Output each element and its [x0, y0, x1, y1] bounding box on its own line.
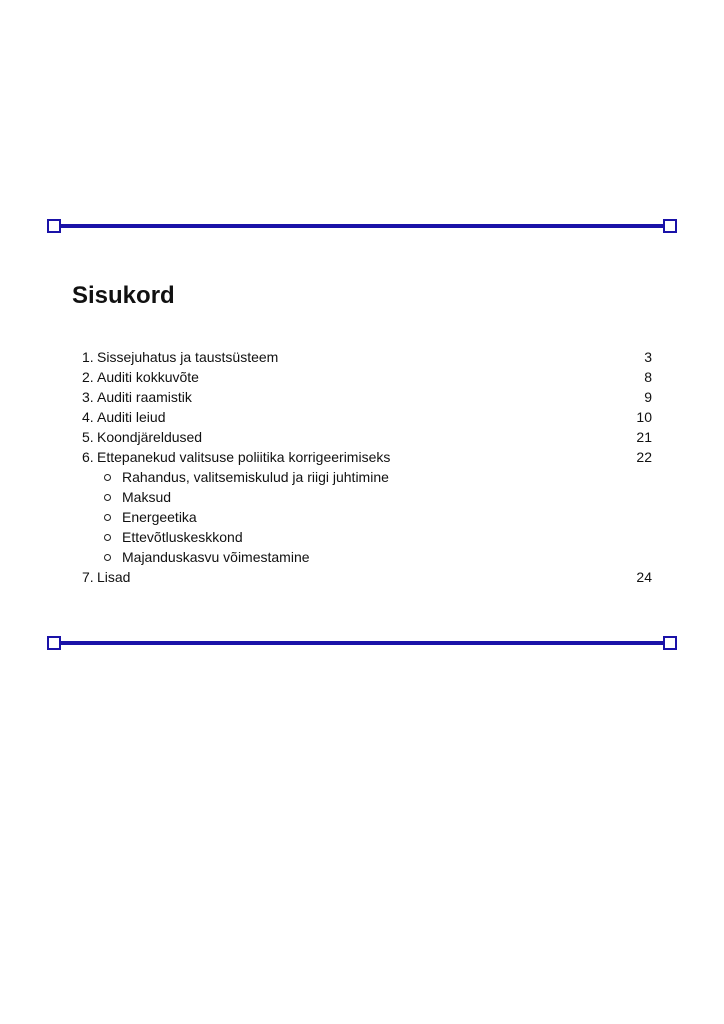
top-divider-right-square-icon: [663, 219, 677, 233]
toc-item-page: 22: [636, 449, 652, 465]
bottom-divider-left-square-icon: [47, 636, 61, 650]
table-of-contents: [82, 347, 654, 587]
toc-subitem[interactable]: [82, 507, 654, 527]
page-title: Sisukord: [72, 282, 175, 309]
toc-item-6[interactable]: [82, 447, 654, 467]
toc-item-number: 5.: [82, 429, 94, 445]
bottom-divider-line: [59, 641, 665, 645]
toc-item-4[interactable]: [82, 407, 654, 427]
toc-item-page: 9: [644, 389, 652, 405]
toc-item-label: Sissejuhatus ja taustsüsteem: [97, 349, 279, 365]
toc-item-number: 7.: [82, 569, 94, 585]
toc-item-number: 6.: [82, 449, 94, 465]
circle-bullet-icon: [104, 534, 111, 541]
toc-subitem[interactable]: [82, 547, 654, 567]
toc-item-1[interactable]: [82, 347, 654, 367]
bottom-divider-right-square-icon: [663, 636, 677, 650]
circle-bullet-icon: [104, 474, 111, 481]
top-divider-left-square-icon: [47, 219, 61, 233]
toc-item-page: 3: [644, 349, 652, 365]
toc-item-2[interactable]: [82, 367, 654, 387]
toc-subitem-label: Majanduskasvu võimestamine: [122, 549, 310, 565]
toc-subitem[interactable]: [82, 527, 654, 547]
toc-item-7[interactable]: [82, 567, 654, 587]
toc-subitem-label: Rahandus, valitsemiskulud ja riigi juhtimine: [122, 469, 389, 485]
bottom-divider: [47, 636, 677, 650]
toc-item-3[interactable]: [82, 387, 654, 407]
toc-subitem[interactable]: [82, 467, 654, 487]
toc-item-label: Auditi leiud: [97, 409, 166, 425]
toc-item-label: Ettepanekud valitsuse poliitika korrigeerimiseks: [97, 449, 391, 465]
circle-bullet-icon: [104, 514, 111, 521]
top-divider-line: [59, 224, 665, 228]
toc-item-label: Auditi kokkuvõte: [97, 369, 199, 385]
toc-subitem-label: Maksud: [122, 489, 172, 505]
top-divider: [47, 219, 677, 233]
toc-item-page: 10: [636, 409, 652, 425]
toc-subitem[interactable]: [82, 487, 654, 507]
toc-item-number: 2.: [82, 369, 94, 385]
toc-item-page: 24: [636, 569, 652, 585]
toc-item-number: 1.: [82, 349, 94, 365]
circle-bullet-icon: [104, 554, 111, 561]
toc-item-5[interactable]: [82, 427, 654, 447]
toc-subitem-label: Energeetika: [122, 509, 197, 525]
toc-item-number: 4.: [82, 409, 94, 425]
toc-subitem-label: Ettevõtluskeskkond: [122, 529, 243, 545]
toc-item-number: 3.: [82, 389, 94, 405]
toc-item-label: Lisad: [97, 569, 131, 585]
toc-item-page: 21: [636, 429, 652, 445]
toc-item-page: 8: [644, 369, 652, 385]
toc-item-label: Koondjäreldused: [97, 429, 203, 445]
circle-bullet-icon: [104, 494, 111, 501]
toc-item-label: Auditi raamistik: [97, 389, 192, 405]
